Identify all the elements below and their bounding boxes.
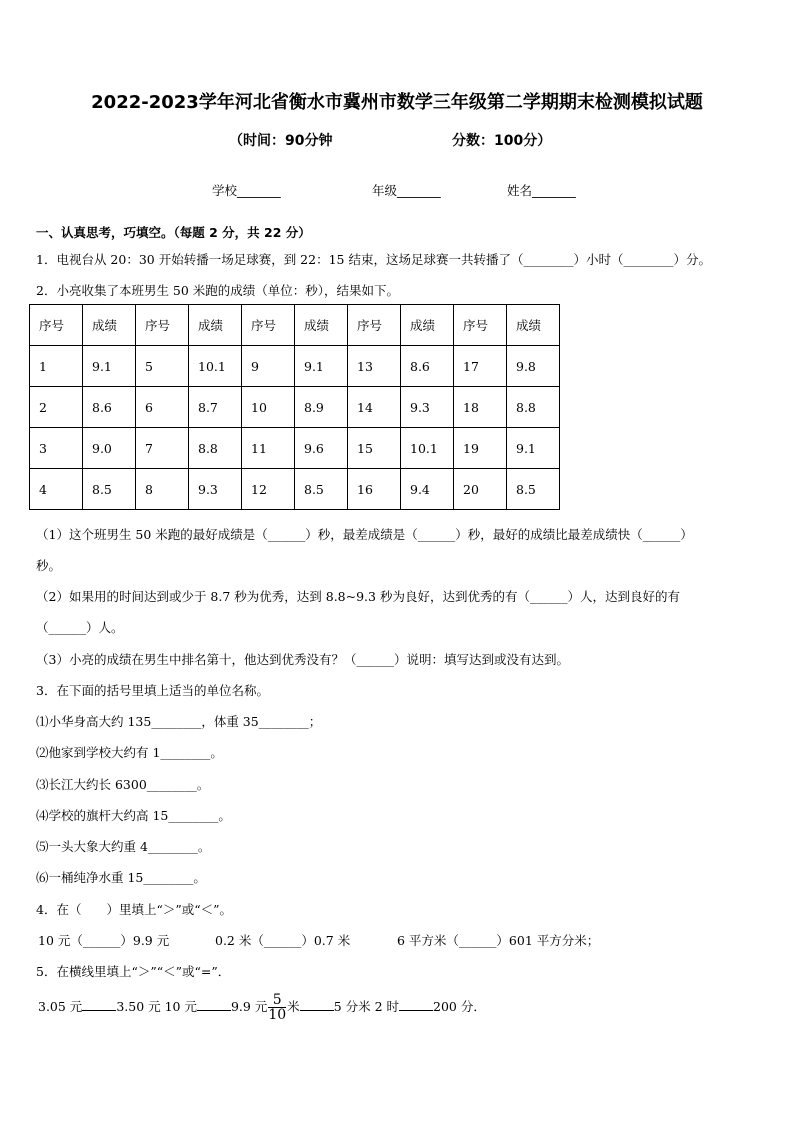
table-header-cell: 成绩 xyxy=(189,305,242,346)
table-cell: 4 xyxy=(30,469,83,510)
table-cell: 9.4 xyxy=(401,469,454,510)
table-cell: 16 xyxy=(348,469,401,510)
table-cell: 6 xyxy=(136,387,189,428)
question-2-2-cont: （______）人。 xyxy=(36,620,124,635)
question-3-item: ⑴小华身高大约 135________，体重 35________； xyxy=(36,714,322,729)
table-cell: 2 xyxy=(30,387,83,428)
table-cell: 8.6 xyxy=(401,346,454,387)
answer-blank xyxy=(300,998,334,1011)
question-3-item: ⑷学校的旗杆大约高 15________。 xyxy=(36,808,231,823)
table-cell: 9.3 xyxy=(189,469,242,510)
exam-score: 分数：100分） xyxy=(452,133,552,149)
question-4-item: 6 平方米（______）601 平方分米； xyxy=(397,933,600,948)
table-row xyxy=(30,428,560,469)
question-2-1-cont: 秒。 xyxy=(36,558,62,573)
table-cell: 9.1 xyxy=(507,428,560,469)
table-cell: 15 xyxy=(348,428,401,469)
q5-text: 5 分米 2 时 xyxy=(333,999,400,1014)
question-3-item: ⑸一头大象大约重 4________。 xyxy=(36,839,211,854)
table-cell: 5 xyxy=(136,346,189,387)
table-header-cell: 成绩 xyxy=(83,305,136,346)
section-heading: 一、认真思考，巧填空。（每题 2 分，共 22 分） xyxy=(36,225,311,240)
question-2-2: （2）如果用的时间达到或少于 8.7 秒为优秀，达到 8.8~9.3 秒为良好，达到优秀的有（______）人，达到良好的有 xyxy=(36,589,680,604)
table-row xyxy=(30,387,560,428)
answer-blank xyxy=(197,998,231,1011)
grade-field: 年级_______ xyxy=(372,183,441,198)
table-cell: 8.8 xyxy=(507,387,560,428)
table-cell: 7 xyxy=(136,428,189,469)
table-cell: 8 xyxy=(136,469,189,510)
table-cell: 8.5 xyxy=(295,469,348,510)
table-cell: 13 xyxy=(348,346,401,387)
answer-blank xyxy=(399,998,433,1011)
fraction-numerator: 5 xyxy=(268,993,286,1008)
table-cell: 10.1 xyxy=(401,428,454,469)
school-field: 学校_______ xyxy=(212,183,281,198)
question-2-3: （3）小亮的成绩在男生中排名第十，他达到优秀没有？（______）说明：填写达到或没有达到。 xyxy=(36,652,569,667)
table-cell: 12 xyxy=(242,469,295,510)
question-3-item: ⑶长江大约长 6300________。 xyxy=(36,777,210,792)
question-4-item: 10 元（______）9.9 元 xyxy=(38,933,170,948)
q5-text: 米 xyxy=(287,999,300,1014)
table-header-cell: 成绩 xyxy=(401,305,454,346)
answer-blank xyxy=(82,998,116,1011)
table-cell: 9.3 xyxy=(401,387,454,428)
table-cell: 9 xyxy=(242,346,295,387)
table-header-cell: 序号 xyxy=(136,305,189,346)
table-cell: 3 xyxy=(30,428,83,469)
table-row xyxy=(30,469,560,510)
table-cell: 8.6 xyxy=(83,387,136,428)
question-4-item: 0.2 米（______）0.7 米 xyxy=(215,933,351,948)
table-cell: 8.5 xyxy=(507,469,560,510)
table-cell: 10.1 xyxy=(189,346,242,387)
name-field: 姓名_______ xyxy=(507,183,576,198)
table-row xyxy=(30,346,560,387)
table-header-cell: 序号 xyxy=(454,305,507,346)
table-cell: 11 xyxy=(242,428,295,469)
q5-text: 200 分． xyxy=(433,999,486,1014)
table-cell: 10 xyxy=(242,387,295,428)
table-cell: 9.6 xyxy=(295,428,348,469)
question-2-intro: 2．小亮收集了本班男生 50 米跑的成绩（单位：秒），结果如下。 xyxy=(36,283,400,298)
table-header-cell: 序号 xyxy=(30,305,83,346)
question-4-intro: 4．在（ ）里填上“＞”或“＜”。 xyxy=(36,902,233,917)
table-cell: 9.0 xyxy=(83,428,136,469)
table-cell: 19 xyxy=(454,428,507,469)
table-cell: 9.1 xyxy=(295,346,348,387)
table-cell: 8.8 xyxy=(189,428,242,469)
question-3-item: ⑹一桶纯净水重 15________。 xyxy=(36,870,206,885)
scores-table xyxy=(29,304,560,510)
table-cell: 8.9 xyxy=(295,387,348,428)
q5-text: 9.9 元 xyxy=(230,999,268,1014)
table-cell: 18 xyxy=(454,387,507,428)
table-cell: 8.5 xyxy=(83,469,136,510)
question-1: 1．电视台从 20：30 开始转播一场足球赛，到 22：15 结束，这场足球赛一共转播了（________）小时（________）分。 xyxy=(36,252,711,267)
table-cell: 20 xyxy=(454,469,507,510)
question-3-intro: 3．在下面的括号里填上适当的单位名称。 xyxy=(36,683,269,698)
table-header-cell: 成绩 xyxy=(295,305,348,346)
table-cell: 1 xyxy=(30,346,83,387)
table-header-cell: 成绩 xyxy=(507,305,560,346)
question-2-1: （1）这个班男生 50 米跑的最好成绩是（______）秒，最差成绩是（______）秒，最好的成绩比最差成绩快（______） xyxy=(36,527,693,542)
question-3-item: ⑵他家到学校大约有 1________。 xyxy=(36,745,223,760)
q5-text: 3.05 元 xyxy=(38,999,83,1014)
table-cell: 14 xyxy=(348,387,401,428)
page-title: 2022-2023学年河北省衡水市冀州市数学三年级第二学期期末检测模拟试题 xyxy=(91,92,703,113)
question-5-intro: 5．在横线里填上“＞”“＜”或“=”． xyxy=(36,964,231,979)
table-cell: 9.1 xyxy=(83,346,136,387)
table-header-row xyxy=(30,305,560,346)
fraction-denominator: 10 xyxy=(268,1007,287,1023)
table-cell: 9.8 xyxy=(507,346,560,387)
table-cell: 8.7 xyxy=(189,387,242,428)
table-header-cell: 序号 xyxy=(242,305,295,346)
table-header-cell: 序号 xyxy=(348,305,401,346)
table-cell: 17 xyxy=(454,346,507,387)
q5-text: 3.50 元 10 元 xyxy=(116,999,197,1014)
question-5-line xyxy=(38,992,486,1022)
exam-time: （时间：90分钟 xyxy=(229,133,333,149)
fraction xyxy=(268,993,286,1022)
